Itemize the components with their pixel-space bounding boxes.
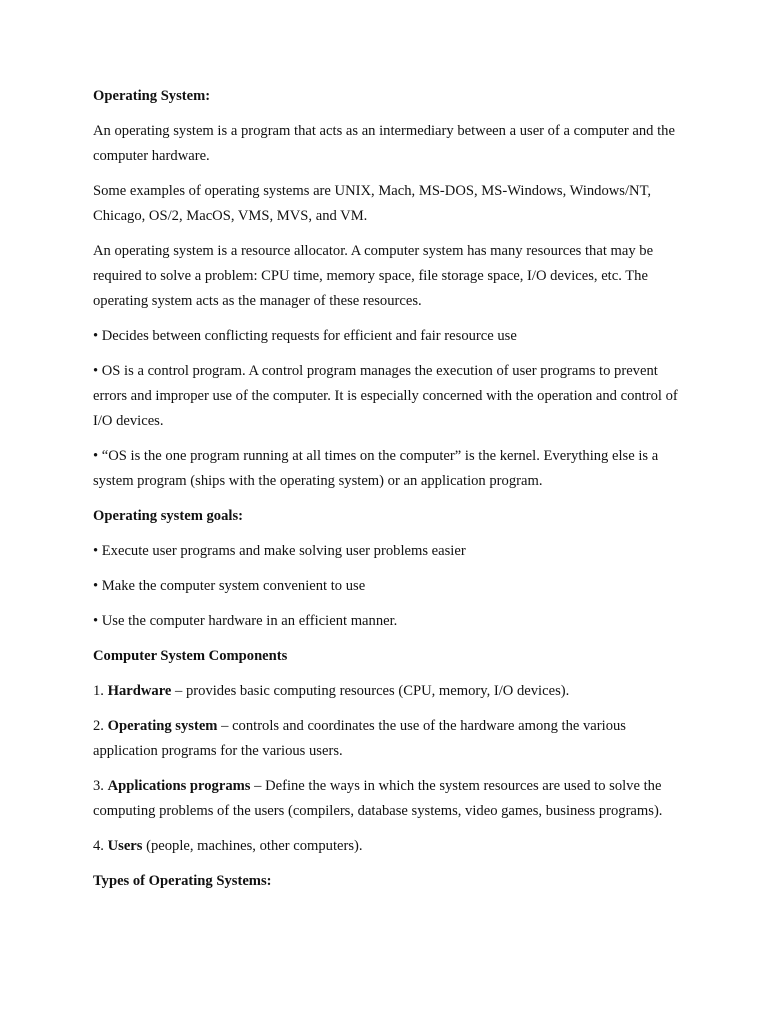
goal-item: • Execute user programs and make solving user problems easier (93, 543, 466, 559)
bullet-conflicting-requests: • Decides between conflicting requests for efficient and fair resource use (93, 328, 517, 344)
component-number: 4. (93, 838, 104, 854)
component-term: Operating system (107, 718, 218, 734)
heading-system-components: Computer System Components (93, 648, 288, 664)
paragraph-examples: Some examples of operating systems are UNIX, Mach, MS-DOS, MS-Windows, Windows/NT, Chicago, OS/2, MacOS, VMS, MVS, and VM. (93, 183, 652, 224)
component-item-hardware (93, 679, 683, 704)
component-number: 1. (93, 683, 104, 699)
heading-types-of-os: Types of Operating Systems: (93, 873, 272, 889)
component-term: Hardware (107, 683, 172, 699)
document-page (93, 84, 683, 904)
component-number: 2. (93, 718, 104, 734)
paragraph-resource-allocator: An operating system is a resource allocator. A computer system has many resources that may be required to solve a problem: CPU time, memory space, file storage space, I/O devices, etc. The operating system acts as the manager of these resources. (93, 243, 654, 309)
component-item-users (93, 834, 683, 859)
component-term: Applications programs (107, 778, 251, 794)
paragraph-definition: An operating system is a program that acts as an intermediary between a user of a computer and the computer hardware. (93, 123, 675, 164)
component-description: – Define the ways in which the system resources are used to solve the computing problems of the users (compilers, database systems, video games, business programs). (93, 778, 663, 819)
component-description: – controls and coordinates the use of the hardware among the various application programs for the various users. (93, 718, 626, 759)
component-description: – provides basic computing resources (CPU, memory, I/O devices). (175, 683, 570, 699)
component-description: (people, machines, other computers). (146, 838, 363, 854)
component-item-applications (93, 774, 683, 824)
bullet-control-program: • OS is a control program. A control program manages the execution of user programs to prevent errors and improper use of the computer. It is especially concerned with the operation and control of I/O devices. (93, 363, 678, 429)
goal-item: • Use the computer hardware in an efficient manner. (93, 613, 398, 629)
heading-operating-system: Operating System: (93, 88, 211, 104)
component-number: 3. (93, 778, 104, 794)
bullet-kernel: • “OS is the one program running at all times on the computer” is the kernel. Everything else is a system program (ships with the operating system) or an application program. (93, 448, 659, 489)
component-item-operating-system (93, 714, 683, 764)
goal-item: • Make the computer system convenient to use (93, 578, 366, 594)
component-term: Users (107, 838, 143, 854)
heading-os-goals: Operating system goals: (93, 508, 243, 524)
